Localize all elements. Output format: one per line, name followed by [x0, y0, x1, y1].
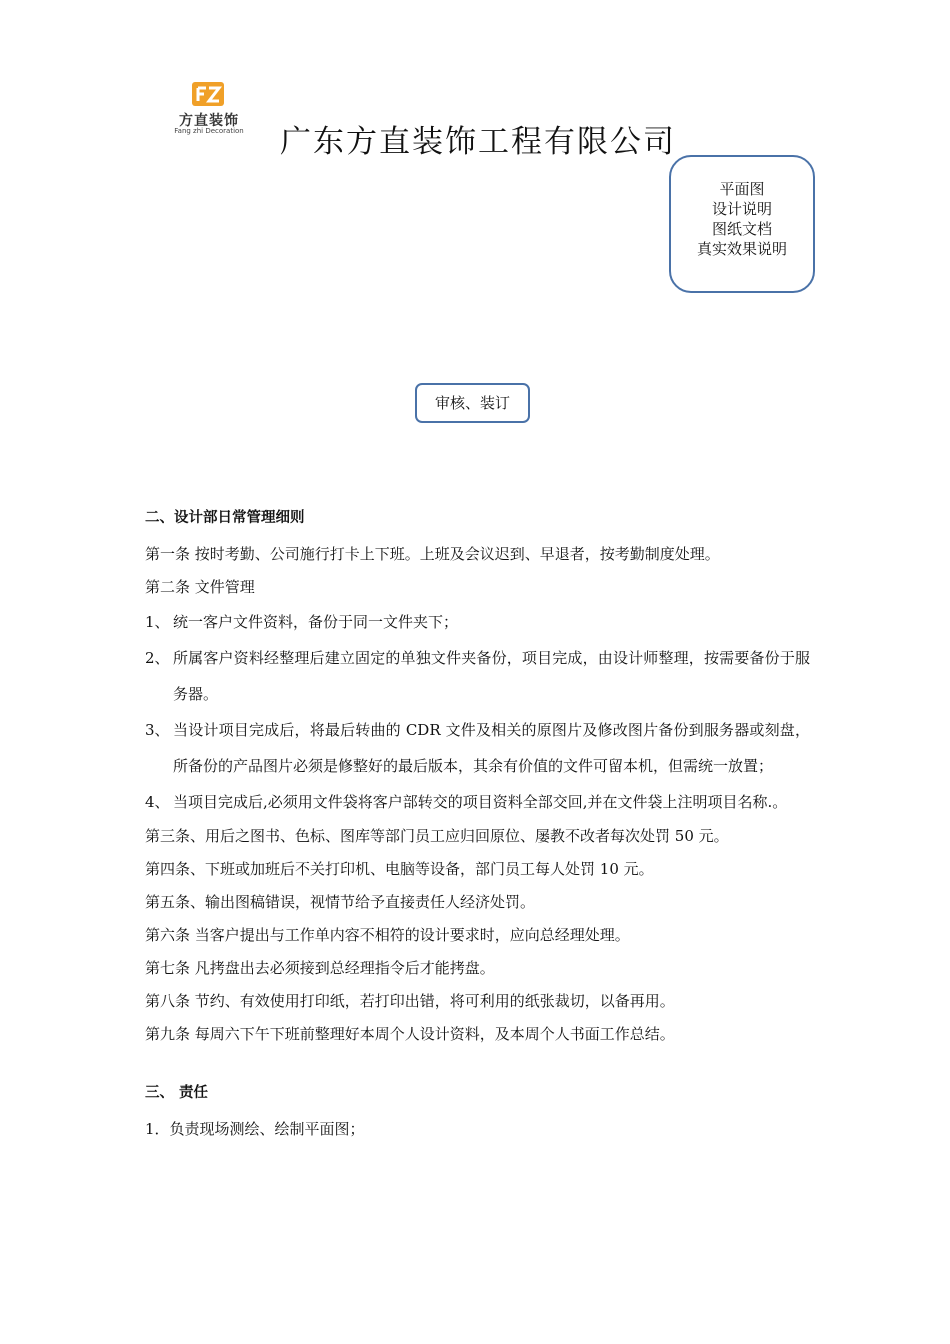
article-5: 第五条、输出图稿错误，视情节给予直接责任人经济处罚。: [145, 893, 536, 911]
flow-line: 真实效果说明: [696, 240, 787, 258]
company-title: 广东方直装饰工程有限公司: [280, 124, 676, 160]
list-number: 4、: [145, 793, 170, 811]
logo-en-text: Fang zhi Decoration: [174, 127, 244, 135]
list-number: 3、: [145, 721, 170, 739]
list-item: [145, 784, 810, 820]
list-number: 2、: [145, 649, 170, 667]
article-9: 第九条 每周六下午下班前整理好本周个人设计资料，及本周个人书面工作总结。: [145, 1025, 675, 1043]
article-3: 第三条、用后之图书、色标、图库等部门员工应归回原位、屡教不改者每次处罚 50 元。: [145, 827, 729, 845]
flow-line: 图纸文档: [711, 220, 772, 238]
list-text: 统一客户文件资料，备份于同一文件夹下；: [173, 613, 459, 631]
list-text: 当设计项目完成后，将最后转曲的 CDR 文件及相关的原图片及修改图片备份到服务器或刻盘，所备份的产品图片必须是修整好的最后版本，其余有价值的文件可留本机，但需统一放置；: [173, 721, 810, 775]
list-number: 1、: [145, 613, 170, 631]
flow-line: 设计说明: [711, 200, 772, 218]
company-logo: [166, 80, 252, 136]
list-item: [145, 712, 810, 784]
list-text: 所属客户资料经整理后建立固定的单独文件夹备份，项目完成，由设计师整理，按需要备份于服务器。: [173, 649, 810, 703]
section-heading: 三、 责任: [145, 1085, 209, 1101]
article-1: 第一条 按时考勤、公司施行打卡上下班。上班及会议迟到、早退者，按考勤制度处理。: [145, 545, 720, 563]
responsibility-1: 1．负责现场测绘、绘制平面图；: [145, 1120, 365, 1138]
article-4: 第四条、下班或加班后不关打印机、电脑等设备，部门员工每人处罚 10 元。: [145, 860, 654, 878]
flow-box-review: 审核、装订: [415, 383, 530, 423]
flow-line: 平面图: [719, 180, 765, 198]
flow-box-documents: [669, 155, 815, 293]
document-body: [145, 506, 810, 1146]
list-item: [145, 604, 810, 640]
article-6: 第六条 当客户提出与工作单内容不相符的设计要求时，应向总经理处理。: [145, 926, 630, 944]
section-heading: 二、设计部日常管理细则: [145, 510, 305, 526]
fz-logo-icon: [190, 80, 226, 108]
article-8: 第八条 节约、有效使用打印纸，若打印出错，将可利用的纸张裁切，以备再用。: [145, 992, 675, 1010]
logo-cn-text: 方直装饰: [179, 113, 239, 129]
article-7: 第七条 凡拷盘出去必须接到总经理指令后才能拷盘。: [145, 959, 495, 977]
article-2: 第二条 文件管理: [145, 578, 255, 596]
list-item: [145, 640, 810, 712]
list-text: 当项目完成后,必须用文件袋将客户部转交的项目资料全部交回,并在文件袋上注明项目名称.。: [173, 793, 788, 811]
